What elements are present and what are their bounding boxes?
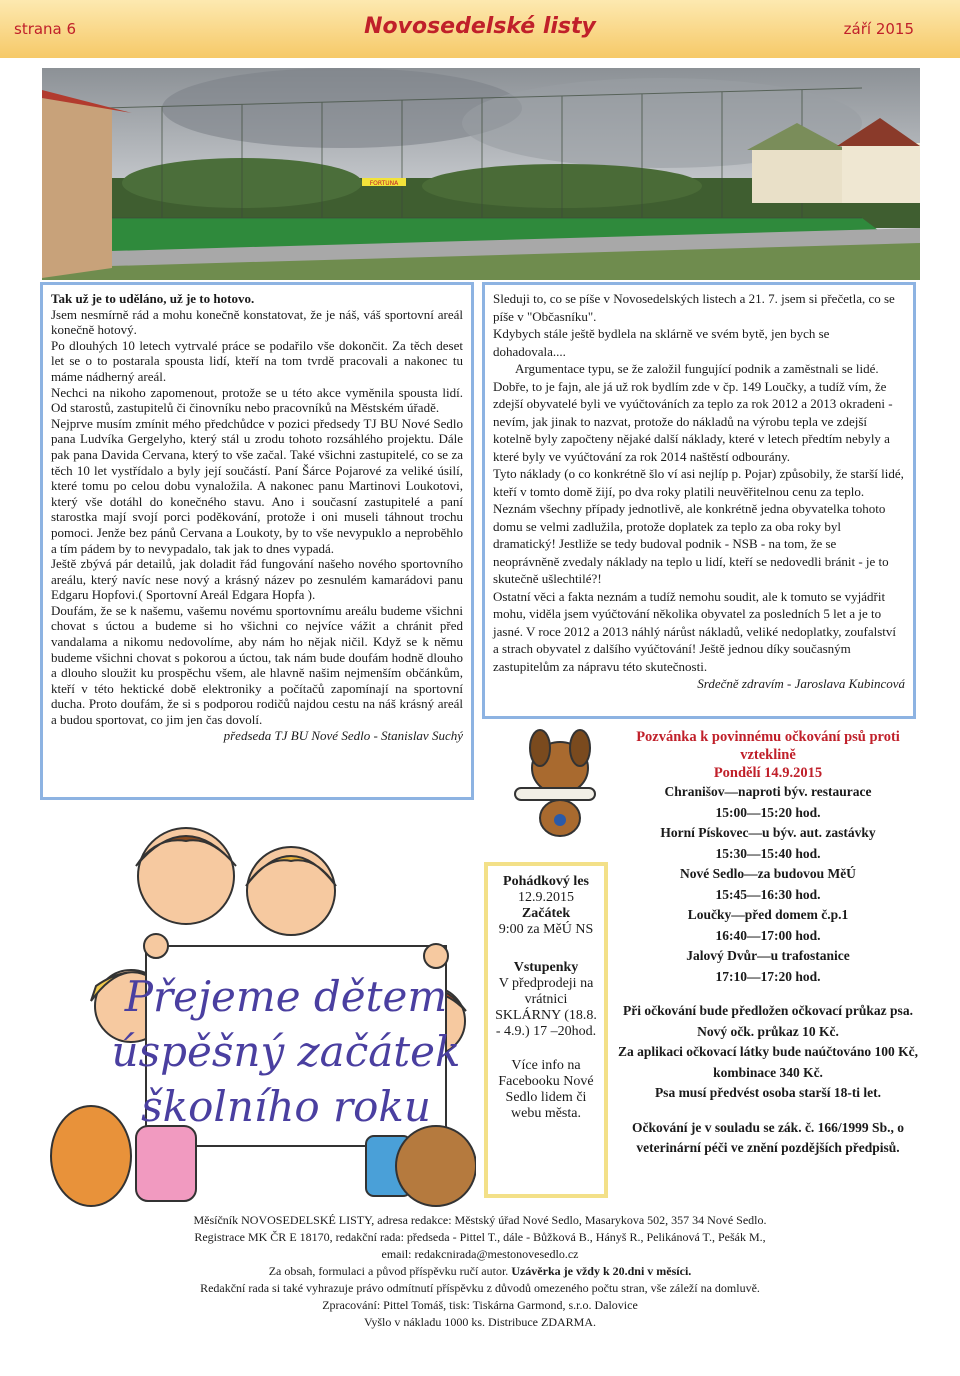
footer-line: Měsíčník NOVOSEDELSKÉ LISTY, adresa redakce: Městský úřad Nové Sedlo, Masarykova 502, 357 34 Nové Sedlo. — [193, 1213, 767, 1227]
article-paragraph: Nejprve musím zmínit mého předchůdce v pozici předsedy TJ BU Nové Sedlo pana Ludvíka Gergelyho, který stál u zrodu tohoto rozsáhlého projektu. Dále pak pana Davida Cervana, který to vše začal. Také všichni zastupitelé, co se za těch 10 let vystřídalo a byly její součástí. Paní Šárce Pojarové za veliké úsilí, které tomu po celou dobu vynaložila. A nakonec panu Martinovi Loukotovi, který vše dotáhl do konečného stavu. Ano i současní zastupitelé a paní starostka mají svojí porci poděkování, protože i oni museli táhnout trochu pomoci. Jenže bez pánů Cervana a Loukoty, by to vše nevypuklo a neproběhlo a tím pádem by to nevypadalo, tak jak to dnes vypadá. — [51, 415, 463, 556]
article-paragraph: Doufám, že se k našemu, vašemu novému sportovnímu areálu budeme všichni chovat s úctou a budeme si ho všichni co nejvíce vážit a chránit před vandalama a nikomu nedovolíme, aby nám ho nějak ničil. Když se k němu budeme všichni chovat s pokorou a úctou, tak nám bude doufám hodně dlouho a dlouho sloužit ku prospěchu všem, ale hlavně našim nejmenším občánkům, kteří v této hektické době elektroniky a počítačů zapomínají na sportovní ducha. Proto doufám, že si s podporou rodičů najdou cestu na náš krásný areál a budou sportovat, co jim jen čas dovolí. — [51, 602, 463, 728]
footer-line: Vyšlo v nákladu 1000 ks. Distribuce ZDARMA. — [364, 1315, 596, 1329]
vaccination-title: Pozvánka k povinnému očkování psů proti vzteklině — [636, 729, 900, 763]
article-sports-area — [40, 282, 474, 800]
footer-email[interactable]: email: redakcnirada@mestonovesedlo.cz — [381, 1247, 579, 1261]
vaccination-note: Za aplikaci očkovací látky bude naúčtováno 100 Kč, kombinace 340 Kč. — [617, 1044, 919, 1080]
schedule-time: 16:40—17:00 hod. — [715, 927, 821, 943]
fairy-date: 12.9.2015 — [518, 890, 574, 905]
dog-cartoon — [500, 728, 612, 838]
schedule-place: Jalový Dvůr—u trafostanice — [686, 948, 850, 963]
vaccination-date: Pondělí 14.9.2015 — [713, 765, 823, 781]
banner-line-3: školního roku — [141, 1082, 431, 1131]
article-title: Tak už je to uděláno, už je to hotovo. — [51, 291, 255, 306]
article-paragraph: Tyto náklady (o co konkrétně šlo ví asi nejlíp p. Pojar) způsobily, že starší lidé, kteří v tomto domě žijí, po dva roky platili neuvěřitelnou cenu za teplo. Neznám všechny případy jednotlivě, ale konkrétně jedna obyvatelka tohoto domu se velmi zadlužila, protože doplatek za teplo za oba roky byl dramatický! Jestliže se tedy budoval podnik - NSB - na tom, že se neoprávněně zvedaly náklady na teplo u lidí, kteří se nedovedli bránit - je to skutečně ušlechtilé?! — [493, 466, 904, 586]
banner-line-2: úspěšný začátek — [111, 1027, 461, 1076]
sports-ground-photo — [42, 68, 920, 280]
footer-line: Za obsah, formulaci a původ příspěvku ručí autor. Uzávěrka je vždy k 20.dni v měsíci. — [268, 1264, 692, 1278]
page-header — [0, 0, 960, 58]
issue-date: září 2015 — [843, 20, 914, 38]
fairy-forest-box — [484, 862, 608, 1198]
article-paragraph: Kdybych stále ještě bydlela na sklárně ve svém bytě, jen bych se dohadovala.... — [493, 326, 830, 359]
page-number: strana 6 — [14, 20, 77, 38]
schedule-place: Loučky—před domem č.p.1 — [687, 907, 849, 922]
article-paragraph: Nechci na nikoho zapomenout, protože se u této akce vyměnila spousta lidí. Od starostů, zastupitelů či činovníku nebo pracovníků na Městském úřadě. — [51, 384, 463, 416]
article-paragraph: Jsem nesmírně rád a mohu konečně konstatovat, že je náš, váš sportovní areál konečně hotový. — [51, 306, 463, 338]
footer-line: Registrace MK ČR E 18170, redakční rada: předseda - Pittel T., dále - Bůžková B., Hányš R., Pelikánová T., Pešák M., — [194, 1230, 766, 1244]
article-signature: předseda TJ BU Nové Sedlo - Stanislav Suchý — [223, 727, 463, 743]
vaccination-notice — [612, 728, 924, 1190]
schedule-time: 15:30—15:40 hod. — [715, 845, 821, 861]
schedule-time: 17:10—17:20 hod. — [715, 968, 821, 984]
article-signature: Srdečně zdravím - Jaroslava Kubincová — [697, 676, 905, 691]
vaccination-legal-note: Očkování je v souladu se zák. č. 166/1999 Sb., o veterinární péči ve znění pozdějších předpisů. — [632, 1119, 904, 1155]
schedule-place: Nové Sedlo—za budovou MěÚ — [680, 866, 856, 881]
article-paragraph: Argumentace typu, se že založil fungující podnik a zaměstnali se lidé. Dobře, to je fajn, ale já už rok bydlím zde v čp. 149 Loučky, a tudíž vím, že zdejší obyvatelé byli ve vyúčtováních za teplo za rok 2012 a 2013 okradeni - nevím, jak jinak to nazvat, protože do nákladů na výrobu tepla ve zdejší kotelně byly započteny nějaké další náklady, které v letech předtím nebyly a které byly ve vyúčtování za rok 2014 naštěstí odbourány. — [493, 361, 893, 464]
schedule-time: 15:00—15:20 hod. — [715, 804, 821, 820]
fairy-tickets-text: V předprodeji na vrátnici SKLÁRNY (18.8. - 4.9.) 17 –20hod. — [495, 976, 597, 1039]
fairy-start-value: 9:00 za MěÚ NS — [498, 922, 594, 937]
vaccination-note: Psa musí předvést osoba starší 18-ti let. — [654, 1085, 882, 1100]
fairy-start-label: Začátek — [521, 906, 571, 921]
banner-line-1: Přejeme dětem — [124, 972, 448, 1021]
imprint-footer — [100, 1212, 860, 1331]
fairy-title: Pohádkový les — [503, 874, 589, 889]
schedule-time: 15:45—16:30 hod. — [715, 886, 821, 902]
article-paragraph: Sleduji to, co se píše v Novosedelských listech a 21. 7. jsem si přečetla, co se píše v "Občasníku". — [493, 291, 895, 324]
article-paragraph: Ostatní věci a fakta neznám a tudíž nemohu soudit, ale k tomuto se vyjádřit mohu, viděla jsem vyúčtování několika obyvatel za posledních 5 let a je to jasné. V roce 2012 a 2013 náhlý nárůst nákladů, veliké nedoplatky, zoufalství a strach obyvatel z dalšího vyúčtování! Ještě jednou díky současným zastupitelům za nápravu této skutečnosti. — [493, 588, 897, 674]
article-heating-letter — [482, 282, 916, 719]
footer-line: Zpracování: Pittel Tomáš, tisk: Tiskárna Garmond, s.r.o. Dalovice — [322, 1298, 638, 1312]
schedule-place: Chranišov—naproti býv. restaurace — [664, 784, 872, 799]
fortuna-sign: FORTUNA — [369, 180, 399, 187]
fairy-more-info: Více info na Facebooku Nové Sedlo lidem či webu města. — [498, 1058, 594, 1121]
newspaper-title: Novosedelské listy — [364, 14, 596, 39]
school-start-illustration — [36, 806, 476, 1212]
article-paragraph: Ještě zbývá pár detailů, jak doladit řád fungování našeho nového sportovního areálu, který navíc nese nový a krásný název po zesnulém kamarádovi panu Edgaru Hopfovi.( Sportovní Areál Edgara Hopfa ). — [51, 556, 463, 603]
fairy-tickets-label: Vstupenky — [513, 960, 579, 975]
footer-line: Redakční rada si také vyhrazuje právo odmítnutí příspěvku z důvodů omezeného počtu stran, vše záleží na domluvě. — [200, 1281, 760, 1295]
schedule-place: Horní Pískovec—u býv. aut. zastávky — [660, 825, 876, 840]
article-paragraph: Po dlouhých 10 letech vytrvalé práce se podařilo vše dokončit. Za těch deset let se o to postarala spousta lidí, kteří na tom tvrdě pracovali a nakonec tu máme nádherný areál. — [51, 337, 463, 384]
vaccination-note: Při očkování bude předložen očkovací průkaz psa. Nový očk. průkaz 10 Kč. — [623, 1003, 913, 1039]
